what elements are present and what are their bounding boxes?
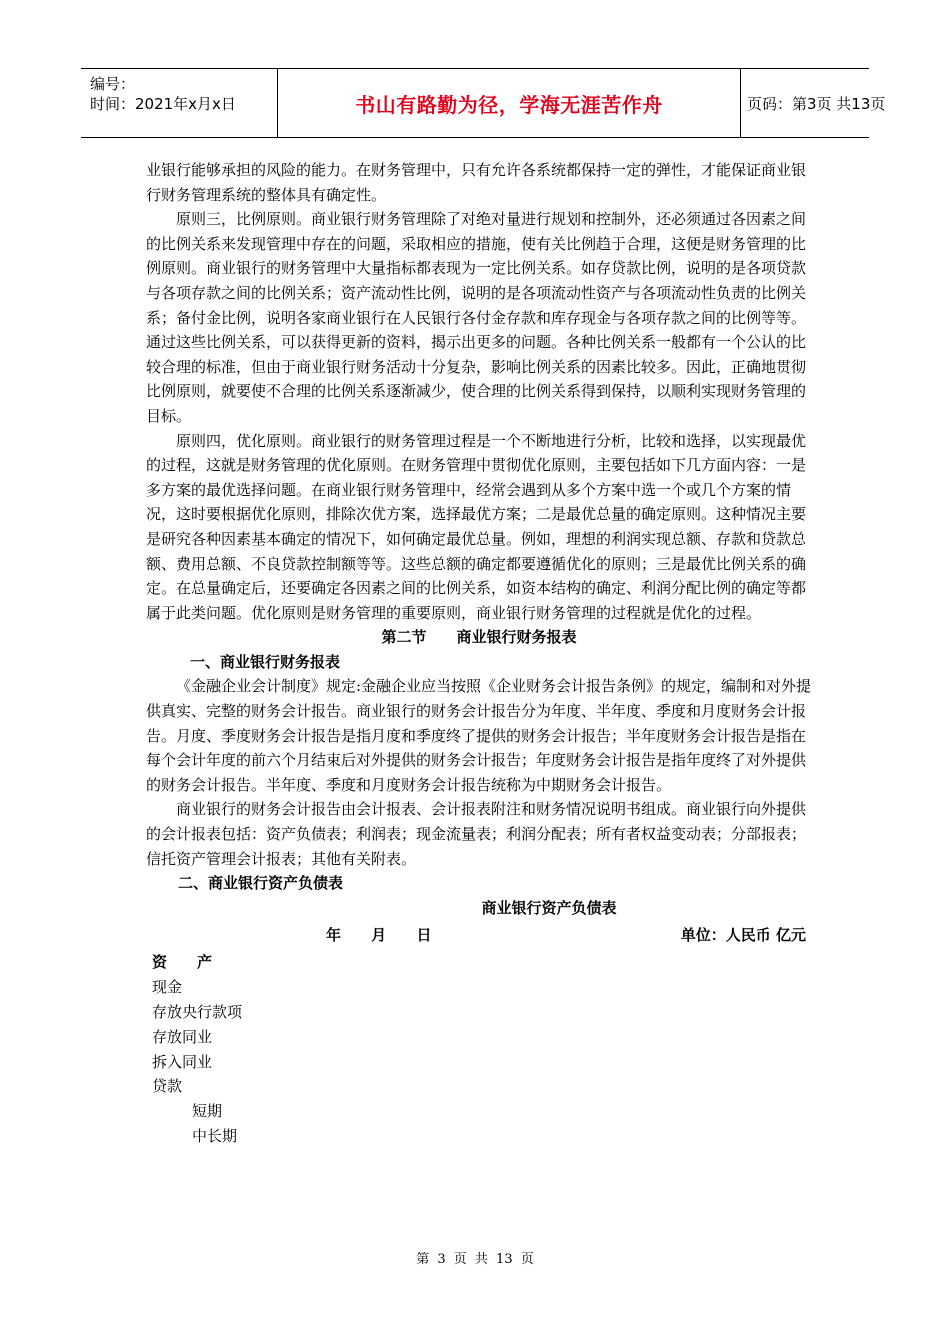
time-label: 时间：2021年x月x日 — [90, 95, 236, 113]
section-title: 第二节 商业银行财务报表 — [381, 628, 577, 647]
asset-item-interbank-deposits: 存放同业 — [152, 1027, 213, 1046]
paragraph-accounting-rules: 《金融企业会计制度》规定:金融企业应当按照《企业财务会计报告条例》的规定，编制和对外提供真实、完整的财务会计报告。商业银行的财务会计报告分为年度、半年度、季度和月度财务会计报告。月度、季度财务会计报告是指月度和季度终了提供的财务会计报告；半年度财务会计报告是指在每个会计年度的前六个月结束后对外提供的财务会计报告；年度财务会计报告是指年度终了对外提供的财务会计报告。半年度、季度和月度财务会计报告统称为中期财务会计报告。 — [146, 677, 812, 794]
asset-item-central-bank: 存放央行款项 — [152, 1003, 243, 1021]
document-body — [146, 158, 812, 1149]
balance-sheet-date: 年 月 日 — [326, 926, 432, 945]
balance-sheet-title: 商业银行资产负债表 — [481, 898, 617, 917]
subsection-title-statements: 一、商业银行财务报表 — [190, 652, 341, 671]
asset-header: 资 产 — [152, 953, 213, 972]
asset-item-cash: 现金 — [152, 978, 183, 997]
page-footer: 第 3 页 共 13 页 — [416, 1252, 534, 1267]
asset-item-interbank-lending: 拆入同业 — [152, 1052, 213, 1071]
asset-item-loans: 贷款 — [152, 1077, 183, 1096]
page-header — [81, 68, 886, 138]
paragraph-principle-three: 原则三，比例原则。商业银行财务管理除了对绝对量进行规划和控制外，还必须通过各因素之间的比例关系来发现管理中存在的问题，采取相应的措施，使有关比例趋于合理，这便是财务管理的比例原则。商业银行的财务管理中大量指标都表现为一定比例关系。如存贷款比例，说明的是各项贷款与各项存款之间的比例关系；资产流动性比例，说明的是各项流动性资产与各项流动性负责的比例关系；备付金比例，说明各家商业银行在人民银行各付金存款和库存现金与各项存款之间的比例等等。通过这些比例关系，可以获得更新的资料，揭示出更多的问题。各种比例关系一般都有一个公认的比较合理的标准，但由于商业银行财务活动十分复杂，影响比例关系的因素比较多。因此，正确地贯彻比例原则，就要使不合理的比例关系逐渐减少，使合理的比例关系得到保持，以顺利实现财务管理的目标。 — [146, 210, 807, 425]
balance-sheet-unit: 单位：人民币 亿元 — [680, 926, 806, 945]
header-motto: 书山有路勤为径，学海无涯苦作舟 — [277, 69, 741, 137]
balance-sheet-meta — [146, 920, 812, 950]
paragraph-principle-four: 原则四，优化原则。商业银行的财务管理过程是一个不断地进行分析，比较和选择，以实现最优的过程，这就是财务管理的优化原则。在财务管理中贯彻优化原则，主要包括如下几方面内容：一是多方案的最优选择问题。在商业银行财务管理中，经常会遇到从多个方案中选一个或几个方案的情况，这时要根据优化原则，排除次优方案，选择最优方案；二是最优总量的确定原则。这种情况主要是研究各种因素基本确定的情况下，如何确定最优总量。例如，理想的利润实现总额、存款和贷款总额、费用总额、不良贷款控制额等等。这些总额的确定都要遵循优化的原则；三是最优比例关系的确定。在总量确定后，还要确定各因素之间的比例关系，如资本结构的确定、利润分配比例的确定等都属于此类问题。优化原则是财务管理的重要原则，商业银行财务管理的过程就是优化的过程。 — [146, 431, 807, 622]
header-page-label: 页码：第3页 共13页 — [747, 94, 886, 113]
paragraph-report-composition: 商业银行的财务会计报告由会计报表、会计报表附注和财务情况说明书组成。商业银行向外提供的会计报表包括：资产负债表；利润表；现金流量表；利润分配表；所有者权益变动表；分部报表；信托资产管理会计报表；其他有关附表。 — [146, 800, 807, 868]
paragraph-continuation: 业银行能够承担的风险的能力。在财务管理中，只有允许各系统都保持一定的弹性，才能保证商业银行财务管理系统的整体具有确定性。 — [146, 161, 807, 204]
asset-subitem-long-term: 中长期 — [192, 1126, 238, 1145]
header-meta — [81, 69, 277, 137]
balance-sheet-assets — [146, 950, 812, 1148]
subsection-title-balance-sheet: 二、商业银行资产负债表 — [178, 874, 344, 893]
asset-subitem-short-term: 短期 — [192, 1102, 223, 1121]
number-label: 编号： — [90, 75, 136, 93]
